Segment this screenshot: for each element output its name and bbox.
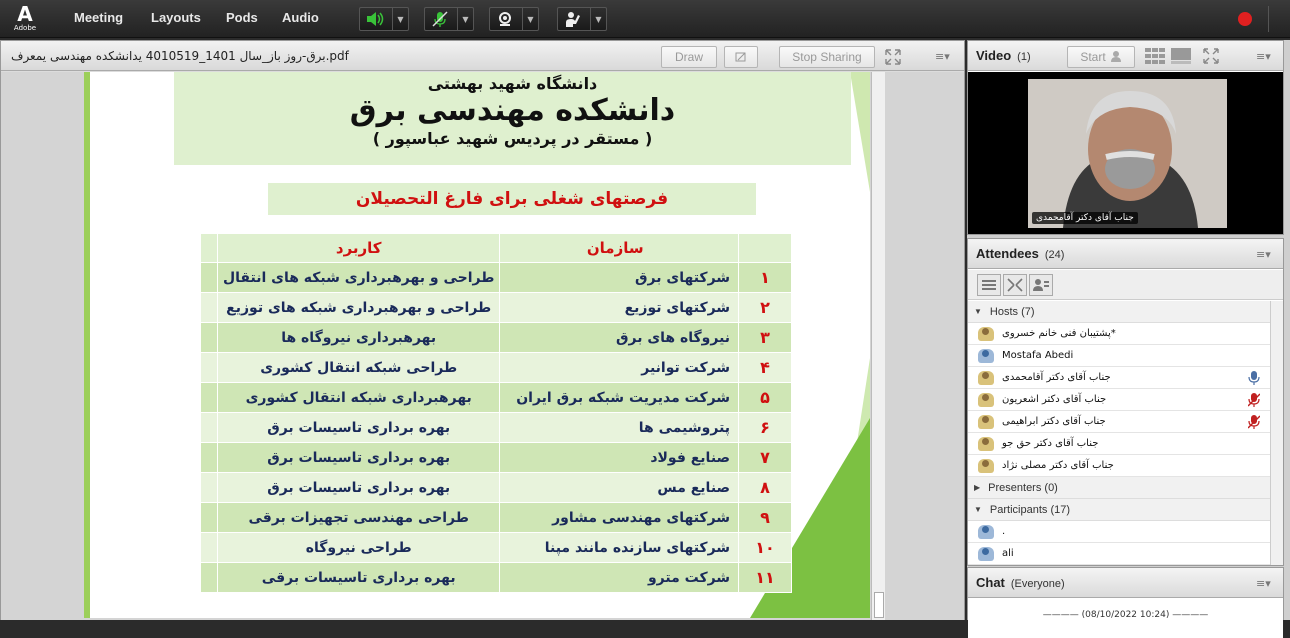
mic-active-icon <box>1248 371 1260 385</box>
table-cell-number: ۳ <box>739 323 792 353</box>
slide-header <box>174 72 851 165</box>
slide-green-bar <box>84 72 90 618</box>
hosts-group-label: Hosts (7) <box>989 305 1035 318</box>
speaker-button[interactable] <box>359 7 409 31</box>
microphone-dropdown-icon[interactable]: ▼ <box>457 8 473 30</box>
raise-hand-dropdown-icon[interactable]: ▼ <box>590 8 606 30</box>
chat-messages <box>968 598 1283 638</box>
jobs-table <box>200 233 792 593</box>
speaker-video <box>1028 79 1227 228</box>
table-header-row <box>201 234 792 263</box>
attendees-pod-header <box>968 239 1283 269</box>
table-cell-organization: شرکتهای توزیع <box>500 293 739 323</box>
attendee-name: جناب آقای دکتر حق جو <box>1002 438 1099 449</box>
share-scrollbar-thumb[interactable] <box>874 592 884 618</box>
chat-timestamp-text: (08/10/2022 10:24) <box>1081 610 1170 620</box>
video-pod-title <box>976 48 1031 63</box>
table-cell-number: ۹ <box>739 503 792 533</box>
table-cell-number: ۱۱ <box>739 563 792 593</box>
table-cell-number: ۵ <box>739 383 792 413</box>
mic-muted-icon <box>1248 415 1260 429</box>
attendees-count: (24) <box>1044 249 1065 261</box>
table-row <box>201 323 792 353</box>
sync-icon[interactable] <box>724 46 758 68</box>
attendee-name: پشتیبان فنی خانم خسروی* <box>1002 328 1116 339</box>
video-pod-header <box>968 41 1283 71</box>
table-row-gap <box>201 323 218 353</box>
webcam-button[interactable] <box>489 7 539 31</box>
user-icon <box>1110 50 1122 65</box>
adobe-logo-letter: A <box>17 2 33 26</box>
speaker-icon <box>360 8 390 30</box>
attendee-row[interactable] <box>968 367 1270 389</box>
table-cell-organization: صنایع مس <box>500 473 739 503</box>
raise-hand-icon <box>558 8 588 30</box>
attendee-role-icon <box>978 547 994 561</box>
table-cell-application: طراحی و بهرهبرداری شبکه های توزیع <box>217 293 500 323</box>
attendee-role-icon <box>978 437 994 451</box>
header-number <box>739 234 792 263</box>
attendees-toolbar <box>968 270 1283 300</box>
attendee-role-icon <box>978 459 994 473</box>
collapse-arrow-icon: ▼ <box>974 505 982 514</box>
attendee-name: جناب آقای دکتر آقامحمدی <box>1002 372 1111 383</box>
grid-layout-icon[interactable] <box>1145 48 1165 68</box>
table-cell-organization: شرکتهای برق <box>500 263 739 293</box>
table-row-gap <box>201 413 218 443</box>
table-row <box>201 503 792 533</box>
attendee-status-icon[interactable] <box>1029 274 1053 296</box>
microphone-muted-icon <box>425 8 455 30</box>
participants-group-label: Participants (17) <box>989 503 1071 516</box>
table-row-gap <box>201 263 218 293</box>
table-row-gap <box>201 353 218 383</box>
attendee-name: جناب آقای دکتر ابراهیمی <box>1002 416 1106 427</box>
table-cell-number: ۴ <box>739 353 792 383</box>
chat-title-text: Chat <box>976 575 1005 590</box>
adobe-logo-text: Adobe <box>13 24 37 32</box>
table-row <box>201 383 792 413</box>
attendees-pod-menu-icon[interactable]: ≡▾ <box>1256 248 1271 261</box>
record-indicator-icon[interactable] <box>1238 12 1252 26</box>
attendee-name: جناب آقای دکتر اشعریون <box>1002 394 1107 405</box>
video-pod <box>967 40 1284 235</box>
table-row-gap <box>201 443 218 473</box>
university-name: دانشگاه شهید بهشتی <box>427 74 598 93</box>
attendees-title-text: Attendees <box>976 246 1039 261</box>
attendee-row[interactable] <box>968 543 1270 565</box>
table-cell-number: ۲ <box>739 293 792 323</box>
attendee-name: جناب آقای دکتر مصلی نژاد <box>1002 460 1114 471</box>
toolbar-divider <box>1268 6 1269 32</box>
share-scrollbar[interactable] <box>871 72 885 620</box>
chat-pod-header <box>968 568 1283 598</box>
attendee-row[interactable] <box>968 433 1270 455</box>
attendee-role-icon <box>978 371 994 385</box>
shared-document-title: برق-روز باز_سال 1401_4010519 یدانشکده مهندسی یمعرف.pdf <box>11 49 349 63</box>
chat-scope[interactable]: (Everyone) <box>1010 578 1065 590</box>
single-layout-icon[interactable] <box>1171 48 1191 68</box>
menu-pods[interactable]: Pods <box>226 10 258 25</box>
mic-muted-icon <box>1248 393 1260 407</box>
attendees-list <box>968 301 1270 565</box>
table-row-gap <box>201 293 218 323</box>
table-cell-organization: شرکت توانیر <box>500 353 739 383</box>
video-pod-menu-icon[interactable]: ≡▾ <box>1256 50 1271 63</box>
speaker-dropdown-icon[interactable]: ▼ <box>392 8 408 30</box>
video-fullscreen-icon[interactable] <box>1203 48 1219 68</box>
table-row-gap <box>201 563 218 593</box>
table-cell-number: ۷ <box>739 443 792 473</box>
start-video-label: Start <box>1080 50 1106 64</box>
table-row <box>201 353 792 383</box>
table-row-gap <box>201 533 218 563</box>
table-cell-application: بهره برداری تاسیسات برقی <box>217 563 500 593</box>
attendee-role-icon <box>978 349 994 363</box>
table-row <box>201 533 792 563</box>
table-cell-organization: نیروگاه های برق <box>500 323 739 353</box>
menu-meeting[interactable]: Meeting <box>74 10 124 25</box>
right-sidebar <box>967 40 1290 620</box>
video-count: (1) <box>1017 51 1031 63</box>
table-cell-number: ۸ <box>739 473 792 503</box>
start-video-button[interactable] <box>1067 46 1135 68</box>
attendee-name: . <box>1002 526 1006 537</box>
participants-group-header[interactable] <box>968 499 1270 521</box>
presenters-group-header[interactable] <box>968 477 1270 499</box>
table-row <box>201 443 792 473</box>
raise-hand-button[interactable] <box>557 7 607 31</box>
attendee-role-icon <box>978 525 994 539</box>
header-application: کاربرد <box>217 234 500 263</box>
table-row <box>201 263 792 293</box>
draw-button[interactable]: Draw <box>661 46 717 68</box>
table-cell-application: بهرهبرداری شبکه انتقال کشوری <box>217 383 500 413</box>
table-row-gap <box>201 473 218 503</box>
attendee-role-icon <box>978 393 994 407</box>
slide-subtitle: فرصتهای شغلی برای فارغ التحصیلان <box>268 183 756 215</box>
table-header-gap <box>201 234 218 263</box>
attendee-row[interactable] <box>968 411 1270 433</box>
chat-pod <box>967 567 1284 620</box>
attendee-row[interactable] <box>968 389 1270 411</box>
table-cell-application: بهره برداری تاسیسات برق <box>217 443 500 473</box>
table-cell-application: طراحی نیروگاه <box>217 533 500 563</box>
table-cell-organization: شرکتهای مهندسی مشاور <box>500 503 739 533</box>
speaker-name-label: جناب آقای دکتر آقامحمدی <box>1032 212 1138 224</box>
table-cell-application: طراحی و بهرهبرداری شبکه های انتقال <box>217 263 500 293</box>
campus-note: ( مستقر در پردیس شهید عباسپور ) <box>372 129 653 148</box>
faculty-name: دانشکده مهندسی برق <box>349 93 676 128</box>
stop-sharing-button[interactable]: Stop Sharing <box>779 46 875 68</box>
attendee-row[interactable] <box>968 455 1270 477</box>
top-toolbar <box>0 0 1290 38</box>
table-row <box>201 293 792 323</box>
expand-arrow-icon: ▶ <box>974 483 981 492</box>
table-cell-organization: پتروشیمی ها <box>500 413 739 443</box>
table-cell-organization: شرکت مدیریت شبکه برق ایران <box>500 383 739 413</box>
attendees-scrollbar[interactable] <box>1270 301 1283 565</box>
table-row <box>201 473 792 503</box>
table-cell-application: بهره برداری تاسیسات برق <box>217 413 500 443</box>
table-row-gap <box>201 503 218 533</box>
fullscreen-icon[interactable] <box>882 46 904 68</box>
microphone-button[interactable] <box>424 7 474 31</box>
chat-pod-title <box>976 575 1065 590</box>
table-cell-organization: شرکت مترو <box>500 563 739 593</box>
adobe-logo <box>10 4 40 34</box>
video-title-text: Video <box>976 48 1012 63</box>
table-cell-number: ۱ <box>739 263 792 293</box>
share-pod-menu-icon[interactable]: ≡▾ <box>935 50 950 63</box>
table-cell-organization: شرکتهای سازنده مانند مپنا <box>500 533 739 563</box>
table-cell-organization: صنایع فولاد <box>500 443 739 473</box>
attendee-row[interactable] <box>968 521 1270 543</box>
webcam-dropdown-icon[interactable]: ▼ <box>522 8 538 30</box>
list-view-icon[interactable] <box>977 274 1001 296</box>
breakout-view-icon[interactable] <box>1003 274 1027 296</box>
hosts-list <box>968 323 1270 477</box>
table-cell-application: بهرهبرداری نیروگاه ها <box>217 323 500 353</box>
attendees-pod-title <box>976 246 1064 261</box>
chat-pod-menu-icon[interactable]: ≡▾ <box>1256 577 1271 590</box>
video-stream <box>968 72 1283 234</box>
slide-decoration-top <box>850 72 870 192</box>
attendees-pod <box>967 238 1284 566</box>
table-cell-application: طراحی مهندسی تجهیزات برقی <box>217 503 500 533</box>
table-cell-number: ۱۰ <box>739 533 792 563</box>
participants-list <box>968 521 1270 565</box>
presenters-group-label: Presenters (0) <box>988 481 1058 494</box>
chat-timestamp: ———— (08/10/2022 10:24) ———— <box>1042 610 1209 620</box>
table-cell-application: بهره برداری تاسیسات برق <box>217 473 500 503</box>
attendee-name: Mostafa Abedi <box>1002 350 1074 361</box>
collapse-arrow-icon: ▼ <box>974 307 982 316</box>
header-organization: سازمان <box>500 234 739 263</box>
table-row-gap <box>201 383 218 413</box>
attendee-role-icon <box>978 327 994 341</box>
table-cell-number: ۶ <box>739 413 792 443</box>
attendee-role-icon <box>978 415 994 429</box>
presentation-slide <box>84 72 870 618</box>
menu-audio[interactable]: Audio <box>282 10 319 25</box>
hosts-group-header[interactable] <box>968 301 1270 323</box>
webcam-icon <box>490 8 520 30</box>
share-pod-header <box>1 41 964 71</box>
table-row <box>201 563 792 593</box>
attendee-row[interactable] <box>968 345 1270 367</box>
table-cell-application: طراحی شبکه انتقال کشوری <box>217 353 500 383</box>
attendee-row[interactable] <box>968 323 1270 345</box>
attendee-name: ali <box>1002 548 1014 559</box>
menu-layouts[interactable]: Layouts <box>151 10 201 25</box>
table-row <box>201 413 792 443</box>
